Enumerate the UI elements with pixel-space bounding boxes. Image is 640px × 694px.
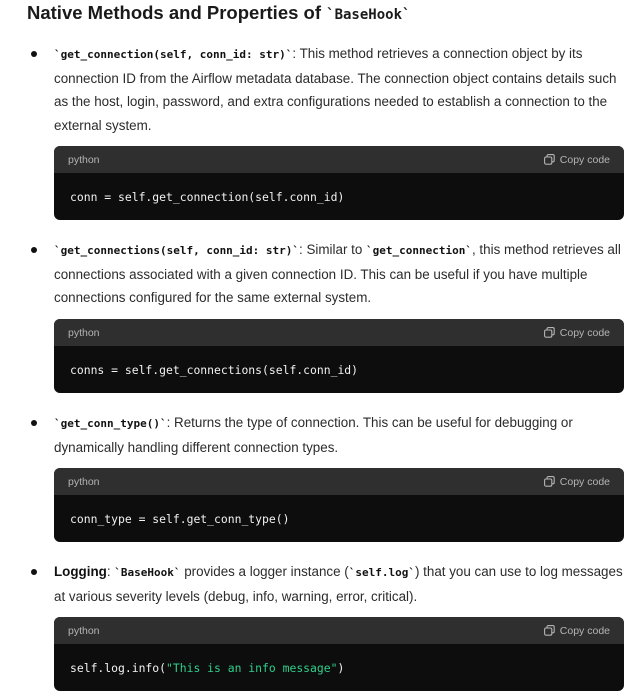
section-heading xyxy=(27,2,410,24)
bullet-2 xyxy=(31,247,37,253)
copy-label: Copy code xyxy=(559,624,610,637)
code-header xyxy=(54,617,624,644)
copy-label: Copy code xyxy=(559,326,610,339)
copy-code-button[interactable] xyxy=(544,476,610,488)
item-3-text[interactable]: `get_conn_type()`: Returns the type of connection. This can be useful for debugging or dynamically handling different connection types. xyxy=(54,415,573,455)
code-body xyxy=(54,495,624,542)
copy-code-button[interactable] xyxy=(544,154,610,166)
code-language: python xyxy=(68,624,100,637)
code-language: python xyxy=(68,326,100,339)
code-body xyxy=(54,644,624,691)
item-4-label: Logging xyxy=(54,564,107,579)
code-line: conn_type = self.get_conn_type() xyxy=(70,511,290,526)
code-language: python xyxy=(68,475,100,488)
copy-icon xyxy=(544,154,555,165)
code-line: conns = self.get_connections(self.conn_id) xyxy=(70,362,359,377)
item-4-code: `BaseHook` xyxy=(114,566,181,579)
code-line: conn = self.get_connection(self.conn_id) xyxy=(70,189,345,204)
item-2-code: `get_connections(self, conn_id: str)` xyxy=(54,244,300,257)
code-block-4[interactable] xyxy=(54,617,624,691)
code-block-2[interactable] xyxy=(54,319,624,393)
code-header xyxy=(54,468,624,495)
bullet-1 xyxy=(31,51,37,57)
copy-label: Copy code xyxy=(559,475,610,488)
code-line: self.log.info("This is an info message") xyxy=(70,660,345,675)
item-1-code: `get_connection(self, conn_id: str)` xyxy=(54,48,293,61)
item-2-text[interactable]: `get_connections(self, conn_id: str)`: Similar to `get_connection`, this method retrieves all connections associated with a given connection ID. This can be useful if you have multiple connections configured for the same external system. xyxy=(54,242,621,305)
code-block-3[interactable] xyxy=(54,468,624,542)
code-header xyxy=(54,146,624,173)
code-body xyxy=(54,173,624,220)
heading-code: `BaseHook` xyxy=(326,7,411,23)
code-header xyxy=(54,319,624,346)
code-block-1[interactable] xyxy=(54,146,624,220)
bullet-4 xyxy=(31,569,37,575)
copy-label: Copy code xyxy=(559,153,610,166)
copy-code-button[interactable] xyxy=(544,625,610,637)
item-4-text[interactable]: Logging: `BaseHook` provides a logger instance (`self.log`) that you can use to log messages at various severity levels (debug, info, warning, error, critical). xyxy=(54,564,623,604)
copy-icon xyxy=(544,476,555,487)
code-body xyxy=(54,346,624,393)
copy-icon xyxy=(544,625,555,636)
heading-text: Native Methods and Properties of xyxy=(27,2,327,23)
item-4-code-ref: `self.log` xyxy=(348,566,415,579)
bullet-3 xyxy=(31,420,37,426)
code-language: python xyxy=(68,153,100,166)
item-3-code: `get_conn_type()` xyxy=(54,417,167,430)
item-2-code-ref: `get_connection` xyxy=(366,244,472,257)
item-1-text[interactable]: `get_connection(self, conn_id: str)`: This method retrieves a connection object by its connection ID from the Airflow metadata database. The connection object contains details such as the host, login, password, and extra configurations needed to establish a connection to the external system. xyxy=(54,46,617,133)
code-string: "This is an info message" xyxy=(166,660,338,675)
copy-code-button[interactable] xyxy=(544,327,610,339)
copy-icon xyxy=(544,327,555,338)
